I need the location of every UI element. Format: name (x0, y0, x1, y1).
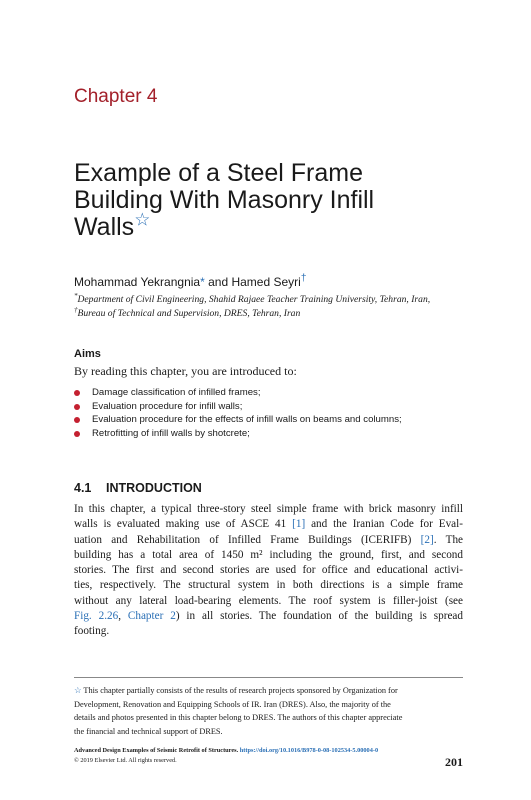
bullet-icon (74, 417, 80, 423)
author-2: Hamed Seyri (231, 275, 301, 289)
chapter-label: Chapter 4 (74, 86, 158, 107)
footnote-line-1 (74, 684, 463, 698)
body-line: Fig. 2.26, Chapter 2) in all stories. The foundation of the building is spread (74, 610, 463, 623)
footer-citation (74, 746, 463, 756)
footer-doi-link[interactable]: https://doi.org/10.1016/B978-0-08-102534-5.00004-0 (239, 747, 379, 754)
aims-item-text: Evaluation procedure for the effects of infill walls on beams and columns; (92, 414, 402, 425)
aims-list-item (74, 413, 402, 427)
author-conjunction: and (204, 275, 232, 289)
aims-item-text: Retrofitting of infill walls by shotcrete; (92, 427, 250, 439)
affiliation-1 (74, 292, 430, 305)
title-footnote-star-icon[interactable]: ☆ (134, 209, 151, 230)
body-line: without any lateral load-bearing elements. The roof system is filler-joist (see (74, 594, 463, 607)
section-number: 4.1 (74, 481, 92, 495)
body-line: ties, respectively. The structural system in both directions is a simple frame (74, 579, 463, 592)
footnote-divider (74, 677, 463, 678)
body-line: In this chapter, a typical three-story steel simple frame with brick masonry infill (74, 503, 463, 515)
author-1-affiliation-mark[interactable]: * (200, 275, 205, 289)
aims-list-item (74, 386, 402, 400)
title-line-2: Building With Masonry Infill (74, 186, 375, 214)
aims-list-item (74, 427, 402, 441)
aims-intro: By reading this chapter, you are introduced to: (74, 364, 297, 378)
author-1: Mohammad Yekrangnia (74, 275, 201, 289)
bullet-icon (74, 404, 80, 410)
chapter-title (74, 160, 474, 241)
authors (74, 273, 306, 289)
body-paragraph (74, 502, 463, 640)
cross-reference-link[interactable]: Fig. 2.26 (74, 610, 119, 623)
title-line-3: Walls (74, 213, 135, 241)
body-line: building has a total area of 1450 m² including the ground, first, and second (74, 548, 463, 561)
body-line: walls is evaluated making use of ASCE 41 [1] and the Iranian Code for Eval- (74, 518, 463, 531)
footnote-text: This chapter partially consists of the results of research projects sponsored by Organization for (83, 686, 398, 695)
cross-reference-link[interactable]: [1] (292, 518, 306, 531)
footnote-line-2: Development, Renovation and Equipping Schools of IR. Iran (DRES). Also, the majority of the (74, 699, 391, 709)
bullet-icon (74, 390, 80, 396)
page-footer (74, 746, 463, 766)
aims-list (74, 386, 402, 440)
affiliation-1-text: Department of Civil Engineering, Shahid Rajaee Teacher Training University, Tehran, Iran, (77, 294, 431, 306)
aims-item-text: Damage classification of infilled frames; (92, 387, 261, 398)
affiliation-2-mark: † (74, 306, 78, 314)
aims-item-text: Evaluation procedure for infill walls; (92, 400, 243, 412)
author-2-affiliation-mark[interactable]: † (300, 273, 307, 284)
cross-reference-link[interactable]: [2] (420, 533, 434, 546)
page-number: 201 (445, 755, 463, 769)
title-line-1: Example of a Steel Frame (74, 159, 364, 187)
aims-heading: Aims (74, 348, 101, 360)
footer-book-title: Advanced Design Examples of Seismic Retrofit of Structures. (74, 747, 239, 754)
affiliation-1-mark: * (74, 292, 78, 300)
footnote-line-3: details and photos presented in this chapter belong to DRES. The authors of this chapter appreciate (74, 713, 403, 722)
cross-reference-link[interactable]: Chapter 2 (127, 610, 176, 623)
body-line: footing. (74, 625, 110, 638)
affiliation-2 (74, 306, 300, 319)
aims-list-item (74, 400, 402, 414)
affiliation-2-text: Bureau of Technical and Supervision, DRES, Tehran, Iran (77, 308, 301, 320)
section-heading (74, 481, 202, 495)
section-title: INTRODUCTION (106, 481, 202, 495)
bullet-icon (74, 431, 80, 437)
footnote-line-4: the financial and technical support of DRES. (74, 726, 223, 736)
footer-copyright: © 2019 Elsevier Ltd. All rights reserved. (74, 757, 177, 764)
footnote (74, 684, 463, 738)
body-line: stories. The first and second stories are used for office and educational activi- (74, 564, 463, 577)
footnote-star-icon: ☆ (74, 686, 82, 695)
body-line: uation and Rehabilitation of Infilled Frame Buildings (ICERIFB) [2]. The (74, 533, 463, 546)
